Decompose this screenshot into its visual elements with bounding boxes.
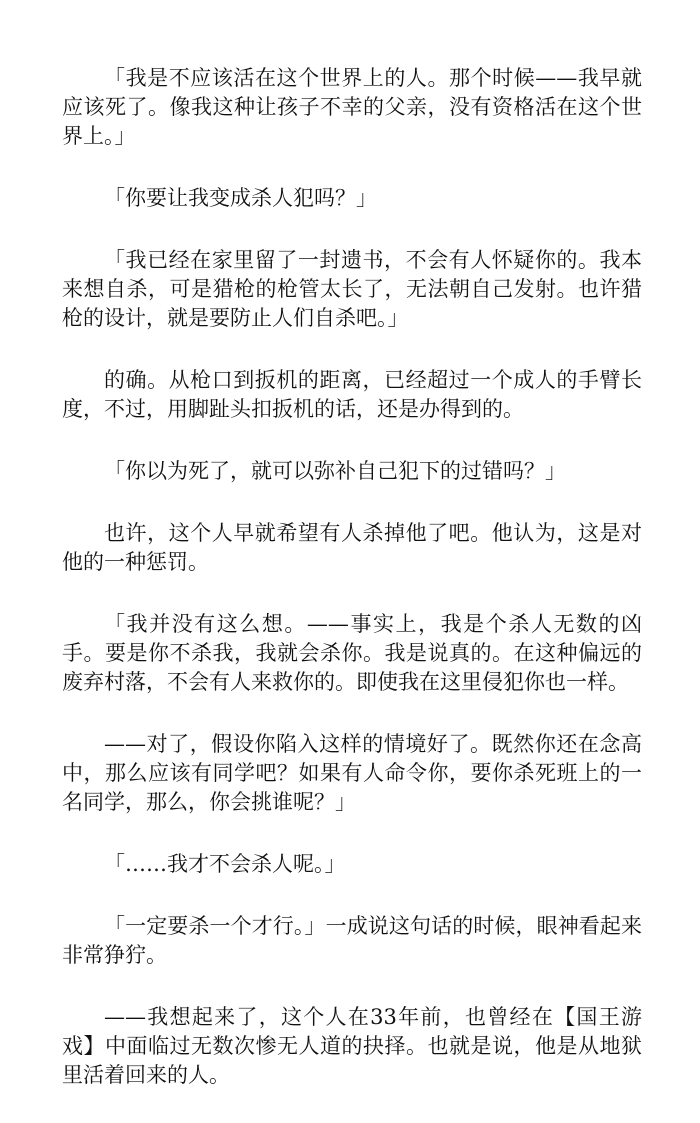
paragraph-8: ——对了，假设你陷入这样的情境好了。既然你还在念高中，那么应该有同学吧？如果有人命令你，要你杀死班上的一名同学，那么，你会挑谁呢？」 — [62, 732, 642, 814]
paragraph-1: 「我是不应该活在这个世界上的人。那个时候——我早就应该死了。像我这种让孩子不幸的父亲，没有资格活在这个世界上。」 — [62, 66, 642, 148]
paragraph-2: 「你要让我变成杀人犯吗？」 — [104, 186, 377, 210]
paragraph-6: 也许，这个人早就希望有人杀掉他了吧。他认为，这是对他的一种惩罚。 — [62, 521, 642, 574]
paragraph-3: 「我已经在家里留了一封遗书，不会有人怀疑你的。我本来想自杀，可是猎枪的枪管太长了，无法朝自己发射。也许猎枪的设计，就是要防止人们自杀吧。」 — [62, 248, 642, 330]
paragraph-10: 「一定要杀一个才行。」一成说这句话的时候，眼神看起来非常狰狞。 — [62, 914, 642, 967]
paragraph-5: 「你以为死了，就可以弥补自己犯下的过错吗？」 — [104, 459, 566, 483]
paragraph-4: 的确。从枪口到扳机的距离，已经超过一个成人的手臂长度，不过，用脚趾头扣扳机的话，还是办得到的。 — [62, 368, 642, 421]
document-page — [62, 64, 642, 1123]
paragraph-11: ——我想起来了，这个人在33年前，也曾经在【国王游戏】中面临过无数次惨无人道的抉择。也就是说，他是从地狱里活着回来的人。 — [62, 1005, 642, 1087]
paragraph-9: 「……我才不会杀人呢。」 — [104, 852, 346, 876]
paragraph-7: 「我并没有这么想。——事实上，我是个杀人无数的凶手。要是你不杀我，我就会杀你。我是说真的。在这种偏远的废弃村落，不会有人来救你的。即使我在这里侵犯你也一样。 — [62, 612, 642, 694]
